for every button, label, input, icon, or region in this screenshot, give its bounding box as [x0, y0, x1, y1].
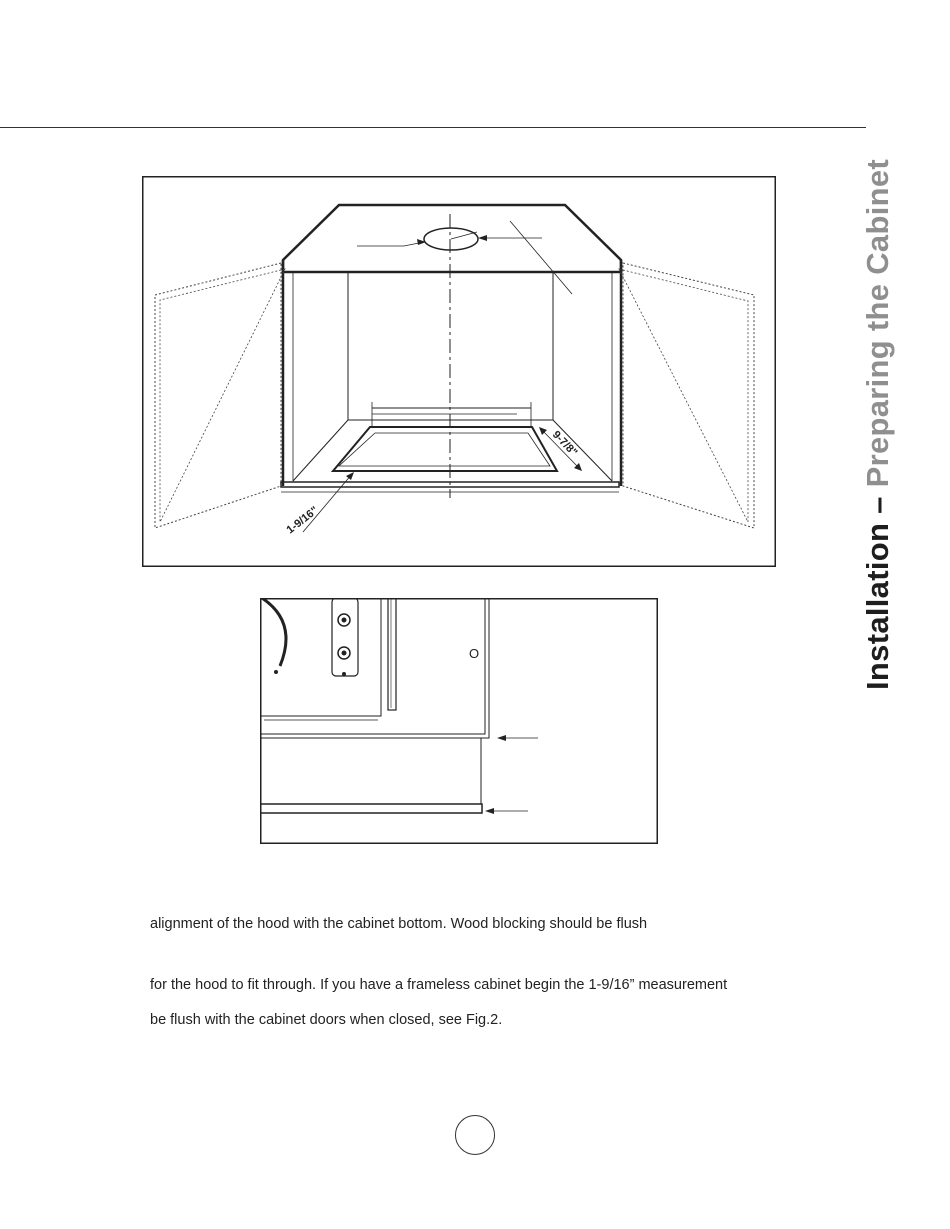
right-door — [623, 263, 754, 528]
leader-right-arrowhead — [478, 235, 487, 241]
figure-cabinet-perspective — [142, 176, 776, 567]
right-door-inner — [619, 269, 748, 522]
figure2-frame — [261, 599, 658, 844]
floor-cutout-inner — [339, 433, 550, 466]
body-text-line-3: be flush with the cabinet doors when closed, see Fig.2. — [150, 1012, 503, 1028]
figure-cabinet-section — [260, 598, 658, 844]
dimension-setback-label: 1-9/16" — [284, 504, 321, 537]
leader-left — [357, 242, 424, 246]
duct-radius-line — [451, 232, 477, 239]
dimension-setback-arrow — [346, 472, 354, 480]
section-title-main: Installation – — [860, 496, 895, 690]
figure1-frame — [143, 177, 776, 567]
body-text-line-1: alignment of the hood with the cabinet bottom. Wood blocking should be flush — [150, 916, 648, 932]
mount-bracket — [332, 598, 358, 676]
header-rule — [0, 127, 866, 128]
dimension-depth-label: 9-7/8" — [549, 428, 580, 459]
body-text-line-2: for the hood to fit through. If you have a frameless cabinet begin the 1-9/16” measurement — [150, 977, 728, 993]
cabinet-side-outer — [260, 598, 489, 738]
page-number-circle — [455, 1115, 495, 1155]
section-title — [860, 159, 896, 690]
floor-cutout — [333, 427, 557, 471]
bottom-rail — [260, 804, 482, 813]
blower-arc — [262, 598, 286, 666]
blower-dot — [274, 670, 278, 674]
side-rail — [388, 598, 396, 710]
cabinet-side — [260, 598, 485, 734]
figure2-marker: O — [469, 646, 480, 661]
leader-diagonal — [510, 221, 572, 294]
left-door — [155, 263, 281, 528]
left-door-inner — [160, 269, 285, 522]
section-title-sub: Preparing the Cabinet — [860, 158, 895, 488]
